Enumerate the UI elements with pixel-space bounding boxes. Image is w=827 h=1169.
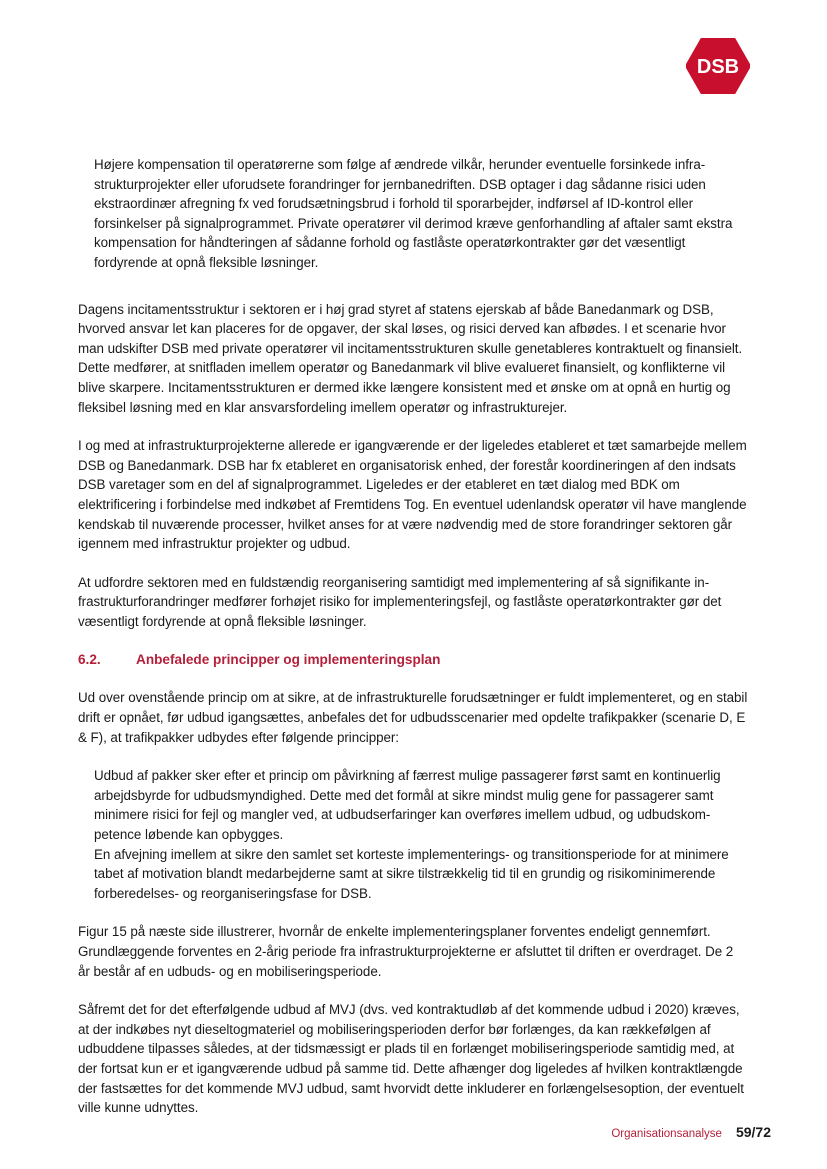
paragraph-figure-reference: Figur 15 på næste side illustrerer, hvornår de enkelte implementeringsplaner forventes endeligt gennemført. Grundlæggende forventes en 2-årig periode fra infrastrukturprojekterne er afsluttet til driften er overdraget. De 2 år består af en udbuds- og en mobiliseringsperiode. [78,924,734,979]
section-number: 6.2. [78,652,101,668]
list-item-compensation: Højere kompensation til operatørerne som følge af ændrede vilkår, herunder eventuelle forsinkede infrastrukturprojekter eller uforudsete forandringer for jernbanedriften. DSB optager i dag sådanne risici uden ekstraordinær afregning fx ved forudsætningsbrud i forhold til sporarbejder, indførsel af ID-kontrol eller forsinkelser på signalprogrammet. Private operatører vil derimod kræve genforhandling af aftaler samt ekstra kompensation for håndteringen af sådanne forhold og fastlåste operatørkontrakter gør det væsentligt fordyrende at opnå fleksible løsninger. [94,157,733,270]
paragraph-mvj-tender: Såfremt det for det efterfølgende udbud af MVJ (dvs. ved kontraktudløb af det kommende udbud i 2020) kræves, at der indkøbes nyt dieseltogmateriel og mobiliseringsperioden derfor bør forlænges, da kan rækkefølgen af udbuddene tilpasses således, at der tidsmæssigt er plads til en forlænget mobiliseringsperiode samtidig med, at der fortsat kun er et igangværende udbud på samme tid. Dette afhænger dog ligeledes af hvilken kontraktlængde der fastsættes for det kommende MVJ udbud, samt hvorvidt dette inkluderer en forlængelsesoption, der eventuelt ville kunne udnyttes. [78,1002,744,1116]
paragraph-principles-intro: Ud over ovenstående princip om at sikre, at de infrastrukturelle forudsætninger er fuldt implementeret, og en stabil drift er opnået, før udbud igangsættes, anbefales det for udbudsscenarier med opdelte trafikpakker (scenarie D, E & F), at trafikpakker udbydes efter følgende principper: [78,690,748,745]
page-number: 59/72 [735,1124,771,1140]
section-title: Anbefalede principper og implementeringsplan [136,652,441,668]
footer-document-name: Organisationsanalyse [611,1128,722,1140]
principles-list [78,766,748,903]
section-heading [78,651,748,669]
dsb-logo [686,38,750,94]
page-footer [611,1124,771,1140]
paragraph-incentive-structure: Dagens incitamentsstruktur i sektoren er i høj grad styret af statens ejerskab af både Banedanmark og DSB, hvorved ansvar let kan placeres for de opgaver, der skal løses, og risici derved kan afbødes. I et scenarie hvor man udskifter DSB med private operatører vil incitamentsstrukturen skulle genetableres kontraktuelt og finansielt. Dette medfører, at snitfladen imellem operatør og Banedanmark vil blive evalueret finansielt, og konflikterne vil blive skarpere. Incitamentsstrukturen er dermed ikke længere konsistent med et ønske om at opnå en hurtig og fleksibel løsning med en klar ansvarsfordeling imellem operatør og infrastrukturejer. [78,301,743,415]
list-item-principle-2: En afvejning imellem at sikre den samlet set korteste implementerings- og transitionsperiode for at minimere tabet af motivation blandt medarbejderne samt at sikre tilstrækkelig tid til en grundig og risikominimerende forberedelses- og reorganiseringsfase for DSB. [94,846,729,901]
svg-text:DSB: DSB [696,56,740,78]
dsb-logo-icon [686,38,750,94]
list-item-principle-1: Udbud af pakker sker efter et princip om påvirkning af færrest mulige passagerer først samt en kontinuerlig arbejdsbyrde for udbudsmyndighed. Dette med det formål at sikre mindst mulig gene for passagerer samt minimere risici for fejl og mangler ved, at udbudserfaringer kan overføres imellem udbud, og udbudskompetence løbende kan opbygges. [94,768,721,843]
page-content [78,155,748,1118]
paragraph-infrastructure-cooperation: I og med at infrastrukturprojekterne allerede er igangværende er der ligeledes etableret et tæt samarbejde mellem DSB og Banedanmark. DSB har fx etableret en organisatorisk enhed, der forestår koordineringen af den indsats DSB varetager som en del af signalprogrammet. Ligeledes er der etableret en tæt dialog med BDK om elektrificering i forbindelse med indkøbet af Fremtidens Tog. En eventuel udenlandsk operatør vil have manglende kendskab til nuværende processer, hvilket anses for at være nødvendig med de store forandringer sektoren går igennem med infrastruktur projekter og udbud. [78,438,747,552]
paragraph-reorganisation-risk: At udfordre sektoren med en fuldstændig reorganisering samtidigt med implementering af så signifikante infrastrukturforandringer medfører forhøjet risiko for implementeringsfejl, og fastlåste operatørkontrakter gør det væsentligt fordyrende at opnå fleksible løsninger. [78,574,722,629]
